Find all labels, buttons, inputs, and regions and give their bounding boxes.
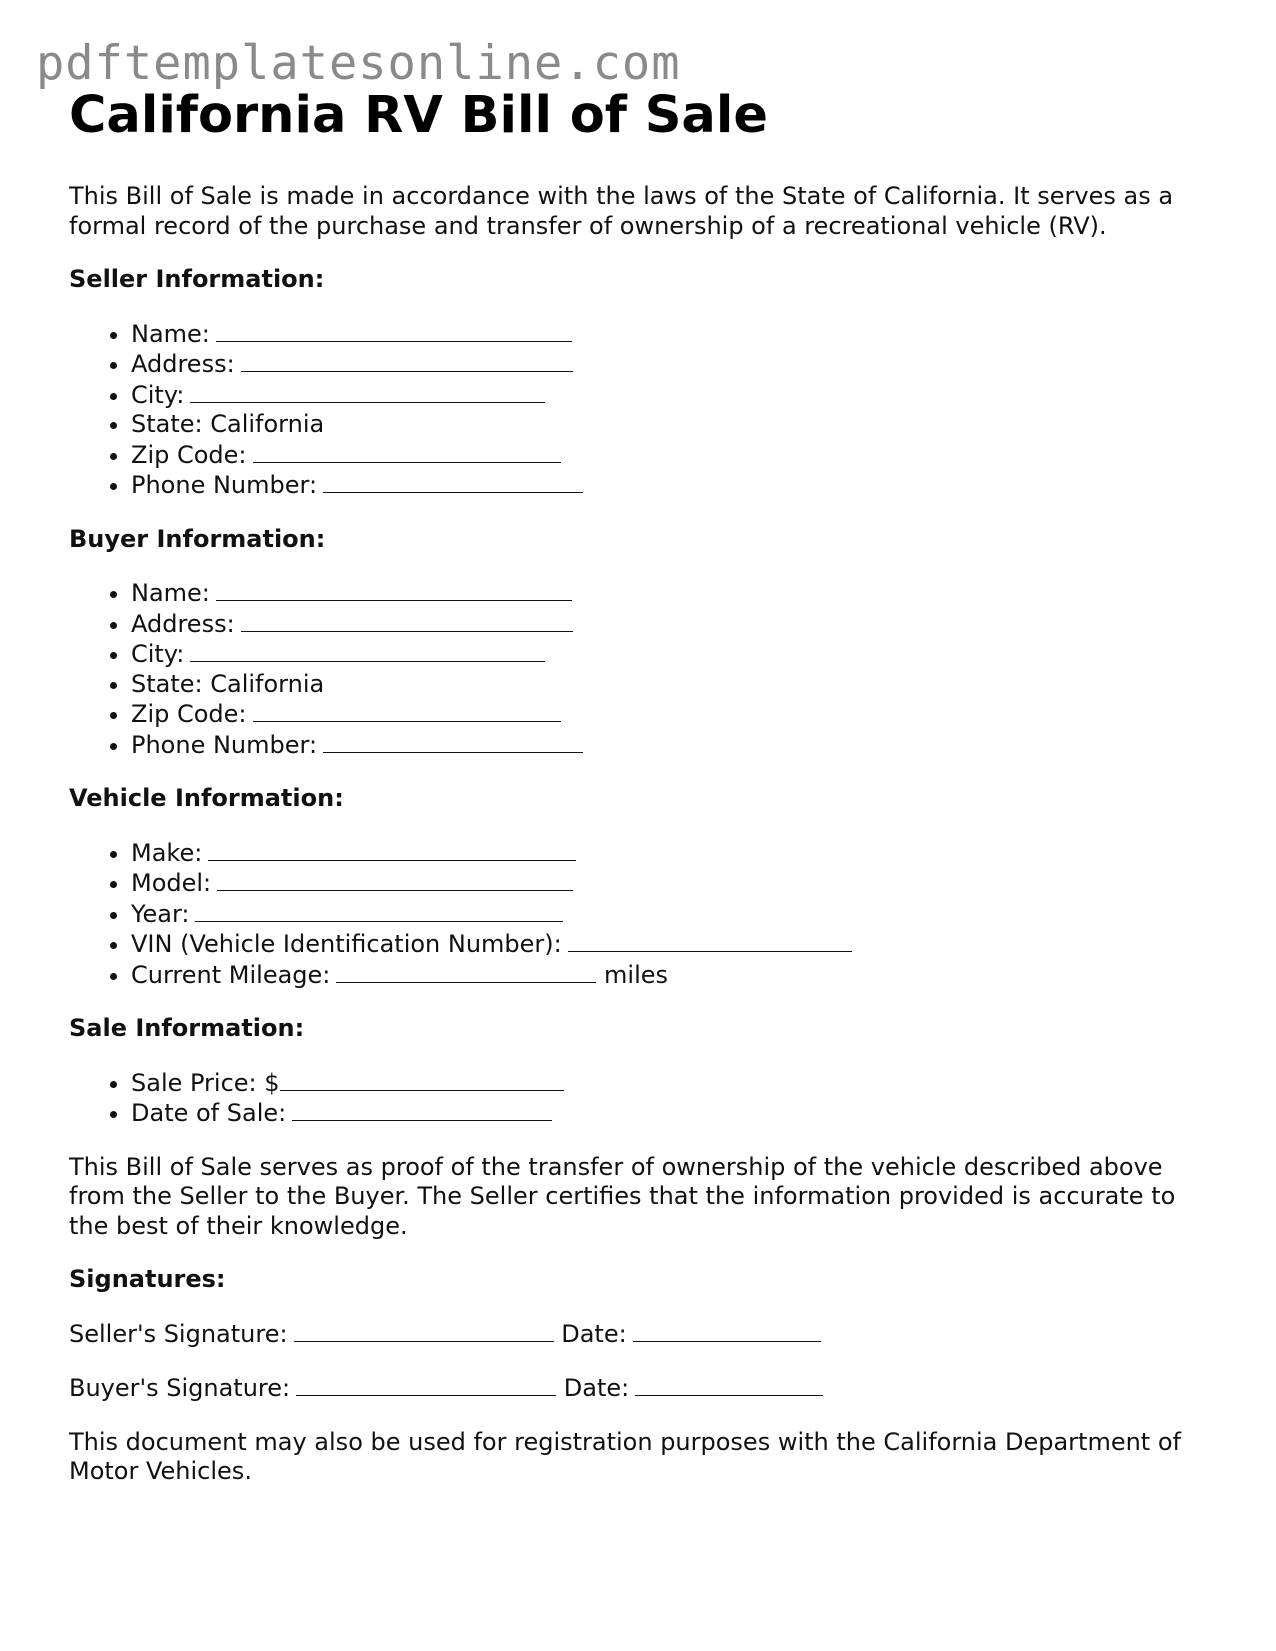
footer-paragraph: This document may also be used for registration purposes with the California Department of Motor Vehicles.: [69, 1427, 1181, 1485]
vehicle-heading: Vehicle Information:: [69, 784, 344, 812]
buyer-address-field[interactable]: [241, 609, 573, 632]
sale-date-item: [131, 1098, 1219, 1129]
seller-name-label: Name:: [131, 319, 210, 348]
buyer-list: [69, 578, 1219, 760]
watermark: pdftemplatesonline.com: [36, 36, 681, 91]
vehicle-model-label: Model:: [131, 869, 212, 897]
buyer-name-item: [131, 578, 1219, 609]
seller-address-label: Address:: [131, 350, 235, 378]
seller-list: [69, 319, 1219, 501]
seller-city-item: [131, 380, 1219, 411]
buyer-heading: Buyer Information:: [69, 524, 326, 553]
seller-date-label: Date:: [561, 1319, 627, 1348]
seller-address-item: [131, 349, 1219, 380]
buyer-date-label: Date:: [563, 1374, 630, 1402]
certification-paragraph: This Bill of Sale serves as proof of the transfer of ownership of the vehicle described above from the Seller to the Buyer. The Seller certifies that the information provided is accurate to the best of their knowledge.: [69, 1152, 1176, 1240]
seller-zip-label: Zip Code:: [131, 440, 247, 469]
buyer-signature-label: Buyer's Signature:: [69, 1374, 291, 1402]
buyer-address-item: [131, 609, 1219, 640]
signatures-heading: Signatures:: [69, 1265, 226, 1293]
sale-price-field[interactable]: [280, 1068, 564, 1091]
buyer-address-label: Address:: [131, 609, 235, 638]
seller-phone-field[interactable]: [323, 470, 583, 493]
vehicle-make-field[interactable]: [208, 838, 576, 861]
vehicle-mileage-unit: miles: [604, 960, 668, 989]
sale-price-item: [131, 1068, 1219, 1099]
document-body: [69, 182, 1219, 1511]
page-title: California RV Bill of Sale: [69, 86, 768, 145]
buyer-signature-row: [69, 1373, 1219, 1404]
vehicle-make-label: Make:: [131, 838, 203, 867]
buyer-name-field[interactable]: [216, 578, 572, 601]
seller-date-field[interactable]: [633, 1319, 821, 1342]
seller-zip-item: [131, 440, 1219, 471]
seller-signature-field[interactable]: [294, 1319, 554, 1342]
buyer-phone-field[interactable]: [323, 730, 583, 753]
intro-paragraph: This Bill of Sale is made in accordance with the laws of the State of California. It serves as a formal record of the purchase and transfer of ownership of a recreational vehicle (RV).: [69, 182, 1174, 240]
vehicle-list: [69, 838, 1219, 991]
vehicle-make-item: [131, 838, 1219, 869]
vehicle-year-field[interactable]: [195, 899, 563, 922]
buyer-phone-item: [131, 730, 1219, 761]
vehicle-vin-label: VIN (Vehicle Identification Number):: [131, 930, 562, 958]
sale-heading: Sale Information:: [69, 1014, 305, 1042]
buyer-signature-field[interactable]: [296, 1373, 556, 1396]
seller-phone-label: Phone Number:: [131, 471, 318, 499]
seller-city-field[interactable]: [190, 380, 545, 403]
buyer-phone-label: Phone Number:: [131, 730, 318, 759]
seller-city-label: City:: [131, 380, 185, 409]
seller-name-item: [131, 319, 1219, 350]
buyer-city-field[interactable]: [190, 639, 545, 662]
vehicle-vin-field[interactable]: [568, 929, 852, 952]
seller-address-field[interactable]: [241, 349, 573, 372]
buyer-name-label: Name:: [131, 579, 210, 607]
vehicle-vin-item: [131, 929, 1219, 960]
vehicle-model-field[interactable]: [217, 868, 573, 891]
buyer-date-field[interactable]: [635, 1373, 823, 1396]
vehicle-mileage-item: [131, 960, 1219, 991]
seller-zip-field[interactable]: [253, 440, 561, 463]
buyer-zip-item: [131, 699, 1219, 730]
sale-date-label: Date of Sale:: [131, 1099, 287, 1127]
vehicle-model-item: [131, 868, 1219, 899]
buyer-city-label: City:: [131, 640, 185, 668]
vehicle-year-item: [131, 899, 1219, 930]
seller-phone-item: [131, 470, 1219, 501]
buyer-zip-field[interactable]: [253, 699, 561, 722]
seller-name-field[interactable]: [216, 319, 572, 342]
sale-price-label: Sale Price: $: [131, 1068, 280, 1097]
seller-signature-label: Seller's Signature:: [69, 1319, 288, 1348]
vehicle-mileage-label: Current Mileage:: [131, 960, 331, 989]
seller-state-item: • State: California: [131, 410, 1219, 440]
sale-date-field[interactable]: [292, 1098, 552, 1121]
buyer-city-item: [131, 639, 1219, 670]
buyer-zip-label: Zip Code:: [131, 700, 247, 728]
vehicle-mileage-field[interactable]: [336, 960, 596, 983]
sale-list: [69, 1068, 1219, 1129]
vehicle-year-label: Year:: [131, 899, 190, 928]
seller-heading: Seller Information:: [69, 265, 325, 293]
seller-signature-row: [69, 1319, 1219, 1350]
buyer-state-item: • State: California: [131, 670, 1219, 700]
